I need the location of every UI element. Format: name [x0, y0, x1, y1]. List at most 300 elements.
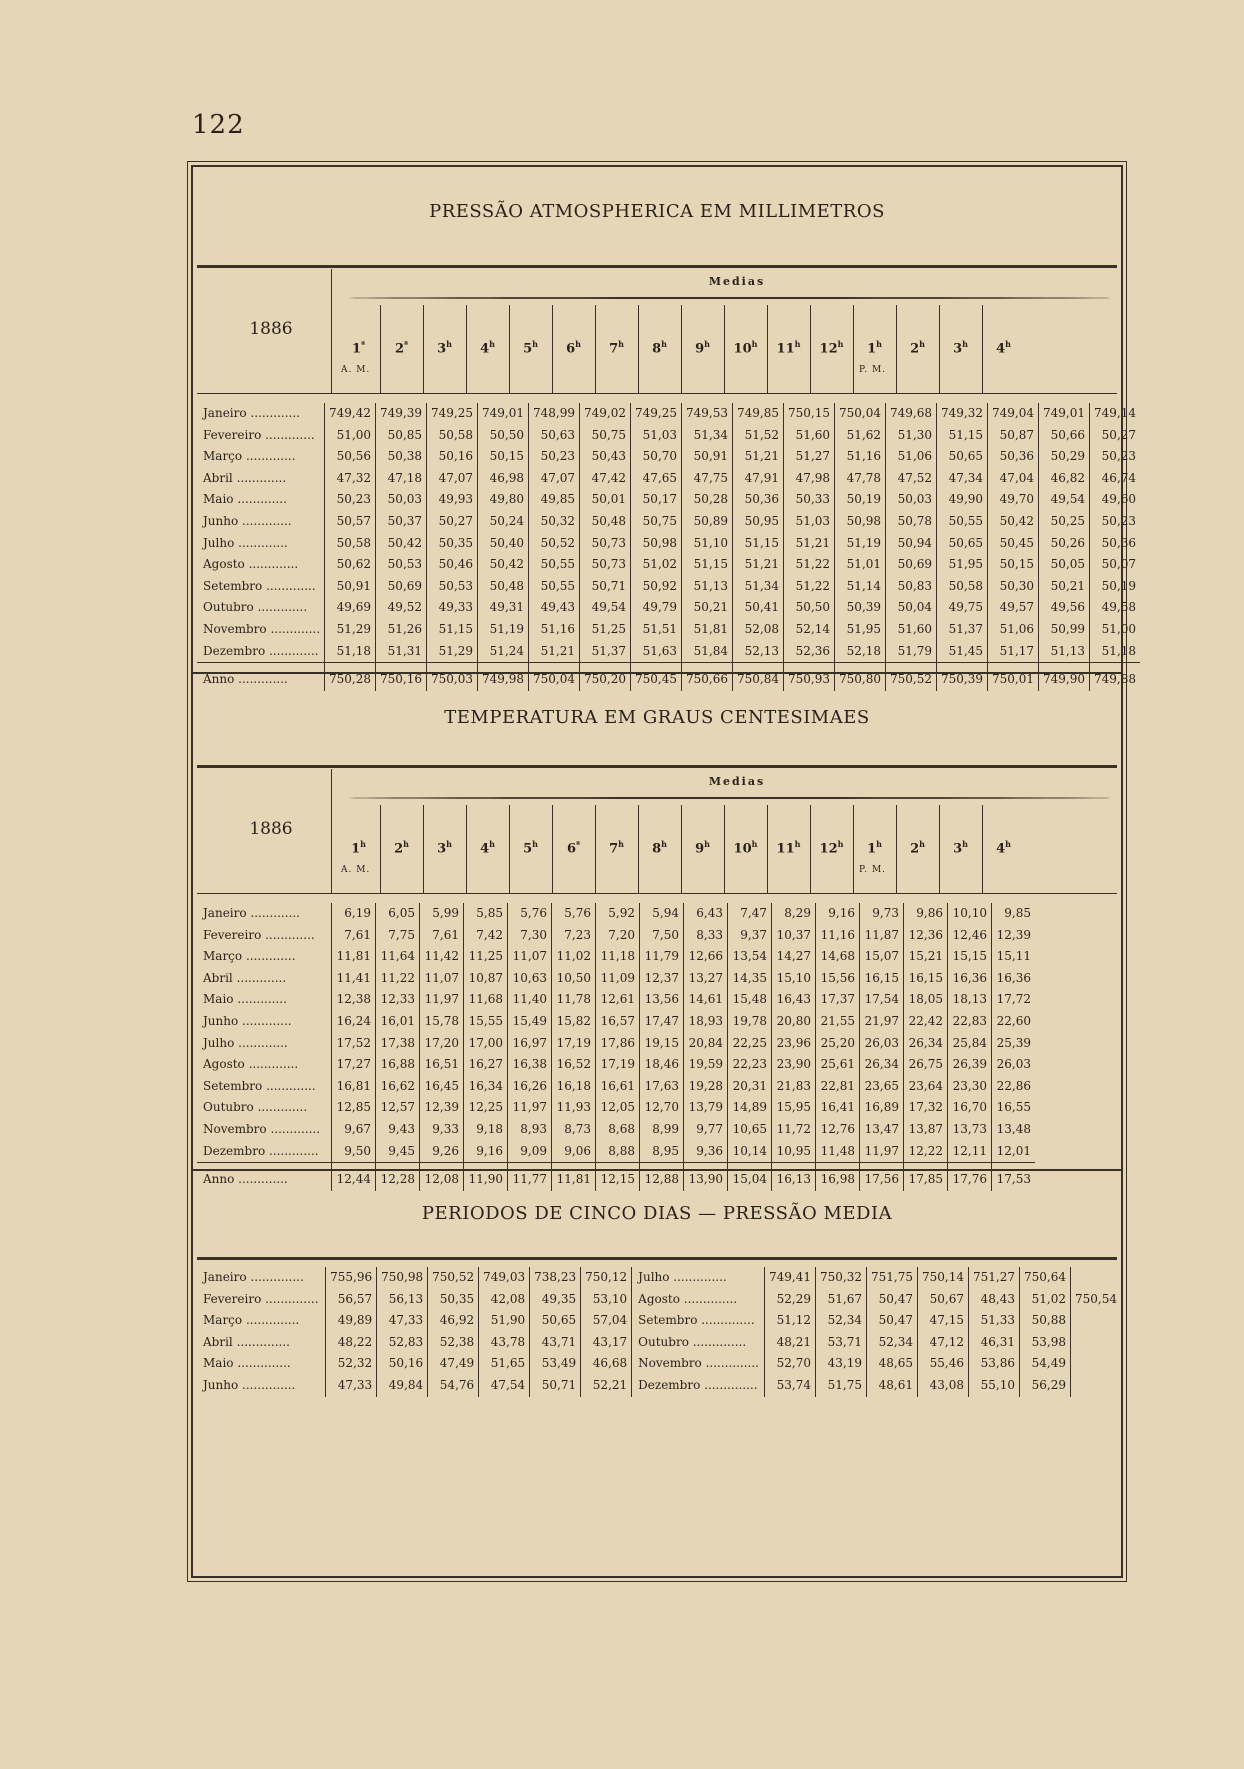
month-label: Agosto .............: [197, 1054, 332, 1076]
value-cell: 51,90: [479, 1310, 530, 1332]
hour-header: 7$^h$: [609, 339, 624, 357]
hour-header: 11$^h$: [776, 339, 801, 357]
value-cell: 15,10: [772, 968, 816, 990]
month-label: Janeiro ..............: [197, 1267, 326, 1289]
value-cell: 14,27: [772, 946, 816, 968]
value-cell: 50,38: [376, 446, 427, 468]
value-cell: 18,46: [640, 1054, 684, 1076]
value-cell: 51,21: [784, 533, 835, 555]
page-frame: [191, 165, 1137, 1578]
value-cell: 7,30: [508, 925, 552, 947]
value-cell: 17,47: [640, 1011, 684, 1033]
value-cell: 50,35: [427, 533, 478, 555]
value-cell: 50,91: [682, 446, 733, 468]
value-cell: 49,89: [326, 1310, 377, 1332]
value-cell: 12,39: [996, 927, 1031, 942]
hour-header: 10$^h$: [733, 839, 758, 857]
hour-header: 2$^h$: [910, 339, 925, 357]
value-cell: 750,84: [733, 663, 784, 691]
value-cell: 11,02: [552, 946, 596, 968]
value-cell: 25,39: [996, 1035, 1031, 1050]
column-divider: [638, 305, 639, 393]
value-cell: 14,68: [816, 946, 860, 968]
value-cell: 751,75: [866, 1267, 917, 1289]
value-cell: 47,65: [631, 468, 682, 490]
value-cell: 16,38: [508, 1054, 552, 1076]
page-number: 122: [192, 110, 245, 140]
month-label: Janeiro .............: [197, 903, 332, 925]
column-divider: [595, 305, 596, 393]
value-cell: 50,47: [866, 1310, 917, 1332]
value-cell: 11,68: [464, 989, 508, 1011]
value-cell: 750,52: [886, 663, 937, 691]
month-label: Maio .............: [197, 489, 325, 511]
column-divider: [767, 805, 768, 893]
periods-title: PERIODOS DE CINCO DIAS — PRESSÃO MEDIA: [421, 1203, 893, 1224]
value-cell: 50,42: [988, 511, 1039, 533]
column-divider: [331, 769, 332, 893]
value-cell: 51,03: [631, 425, 682, 447]
hour-header: $1^ª$: [352, 339, 365, 357]
value-cell: 50,19: [835, 489, 886, 511]
value-cell: 750,01: [988, 663, 1039, 691]
value-cell: 17,53: [996, 1172, 1031, 1187]
value-cell: 50,04: [886, 597, 937, 619]
hour-header: 7$^h$: [609, 839, 624, 857]
value-cell: 51,30: [886, 425, 937, 447]
value-cell: 50,30: [988, 576, 1039, 598]
value-cell: 50,66: [1039, 425, 1090, 447]
value-cell: 16,26: [508, 1076, 552, 1098]
value-cell: 749,98: [478, 663, 529, 691]
month-label: Março ..............: [197, 1310, 326, 1332]
value-cell: 50,57: [325, 511, 376, 533]
value-cell: 50,41: [733, 597, 784, 619]
value-cell: 50,71: [530, 1375, 581, 1397]
value-cell: 16,52: [552, 1054, 596, 1076]
hour-header: 10$^h$: [733, 339, 758, 357]
value-cell: 6,19: [332, 903, 376, 925]
value-cell: 11,79: [640, 946, 684, 968]
value-cell: 49,60: [1101, 492, 1137, 507]
column-divider: [331, 269, 332, 393]
column-divider: [509, 805, 510, 893]
value-cell: 51,95: [937, 554, 988, 576]
table-row: [197, 554, 1140, 576]
section-divider: [193, 672, 1121, 674]
value-cell: 11,72: [772, 1119, 816, 1141]
value-cell: 51,60: [784, 425, 835, 447]
value-cell: 9,73: [860, 903, 904, 925]
value-cell: 748,99: [529, 403, 580, 425]
value-cell: 750,03: [427, 663, 478, 691]
value-cell: 50,37: [376, 511, 427, 533]
value-cell: 47,91: [733, 468, 784, 490]
month-label: Julho ..............: [632, 1267, 765, 1289]
value-cell: 49,54: [580, 597, 631, 619]
value-cell: 47,15: [917, 1310, 968, 1332]
value-cell: 22,25: [728, 1033, 772, 1055]
value-cell: 21,83: [772, 1076, 816, 1098]
value-cell: 9,86: [904, 903, 948, 925]
hour-header: 1$^h$: [867, 339, 882, 357]
value-cell: 53,86: [968, 1353, 1019, 1375]
value-cell: 50,48: [478, 576, 529, 598]
value-cell: 50,69: [886, 554, 937, 576]
value-cell: 755,96: [326, 1267, 377, 1289]
hour-header: 1$^h$: [867, 839, 882, 857]
value-cell: 52,36: [784, 641, 835, 663]
value-cell: 14,61: [684, 989, 728, 1011]
value-cell: 16,61: [596, 1076, 640, 1098]
value-cell: 749,25: [631, 403, 682, 425]
value-cell: 50,46: [427, 554, 478, 576]
month-label: Novembro .............: [197, 1119, 332, 1141]
column-divider: [767, 305, 768, 393]
value-cell: 11,81: [552, 1163, 596, 1191]
value-cell: 50,58: [937, 576, 988, 598]
table-row: [197, 619, 1140, 641]
value-cell: 16,62: [376, 1076, 420, 1098]
value-cell: 7,20: [596, 925, 640, 947]
value-cell: 51,16: [835, 446, 886, 468]
value-cell: 51,34: [733, 576, 784, 598]
table-row: [197, 446, 1140, 468]
am-label: A. M.: [341, 365, 371, 375]
value-cell: 50,50: [478, 425, 529, 447]
value-cell: 19,15: [640, 1033, 684, 1055]
value-cell: 9,37: [728, 925, 772, 947]
value-cell: 51,37: [937, 619, 988, 641]
value-cell: 750,04: [529, 663, 580, 691]
value-cell: 50,23: [529, 446, 580, 468]
value-cell: 16,45: [420, 1076, 464, 1098]
value-cell: 51,67: [815, 1289, 866, 1311]
value-cell: 12,08: [420, 1163, 464, 1191]
value-cell: 47,52: [886, 468, 937, 490]
table-row: [197, 903, 1035, 925]
value-cell: 750,16: [376, 663, 427, 691]
table-row: [197, 1097, 1035, 1119]
value-cell: 50,17: [631, 489, 682, 511]
table-row: [197, 489, 1140, 511]
value-cell: 7,42: [464, 925, 508, 947]
value-cell: 51,21: [529, 641, 580, 663]
value-cell: 47,07: [427, 468, 478, 490]
divider: [197, 893, 1117, 894]
value-cell: 12,05: [596, 1097, 640, 1119]
hour-header: 5$^h$: [523, 839, 538, 857]
table-row: [197, 641, 1140, 663]
value-cell: 12,11: [948, 1141, 992, 1163]
value-cell: 50,73: [580, 554, 631, 576]
value-cell: 50,94: [886, 533, 937, 555]
month-label: Novembro ..............: [632, 1353, 765, 1375]
table-row: [197, 1310, 1121, 1332]
value-cell: 16,34: [464, 1076, 508, 1098]
value-cell: 749,14: [1094, 406, 1137, 420]
column-divider: [939, 805, 940, 893]
value-cell: 47,07: [529, 468, 580, 490]
value-cell: 50,43: [580, 446, 631, 468]
value-cell: 15,11: [996, 949, 1031, 964]
value-cell: 11,41: [332, 968, 376, 990]
table-row: [197, 1375, 1121, 1397]
value-cell: 51,63: [631, 641, 682, 663]
value-cell: 12,36: [904, 925, 948, 947]
empty-cell: [1070, 1310, 1121, 1332]
value-cell: 16,70: [948, 1097, 992, 1119]
value-cell: 9,45: [376, 1141, 420, 1163]
value-cell: 11,97: [420, 989, 464, 1011]
value-cell: 50,45: [988, 533, 1039, 555]
value-cell: 48,61: [866, 1375, 917, 1397]
value-cell: 750,98: [377, 1267, 428, 1289]
value-cell: 9,06: [552, 1141, 596, 1163]
hour-header: 12$^h$: [819, 339, 844, 357]
table-row: [197, 1289, 1121, 1311]
column-divider: [595, 805, 596, 893]
value-cell: 51,19: [835, 533, 886, 555]
column-divider: [681, 305, 682, 393]
value-cell: 50,42: [478, 554, 529, 576]
value-cell: 750,93: [784, 663, 835, 691]
value-cell: 13,79: [684, 1097, 728, 1119]
hour-header: 1$^h$: [351, 839, 366, 857]
value-cell: 22,60: [996, 1013, 1031, 1028]
value-cell: 750,52: [428, 1267, 479, 1289]
value-cell: 5,94: [640, 903, 684, 925]
table-row: [197, 425, 1140, 447]
value-cell: 52,13: [733, 641, 784, 663]
value-cell: 51,14: [835, 576, 886, 598]
value-cell: 50,95: [733, 511, 784, 533]
empty-cell: [1070, 1375, 1121, 1397]
value-cell: 53,71: [815, 1332, 866, 1354]
value-cell: 11,42: [420, 946, 464, 968]
value-cell: 47,78: [835, 468, 886, 490]
value-cell: 50,36: [733, 489, 784, 511]
value-cell: 16,98: [816, 1163, 860, 1191]
value-cell: 18,13: [948, 989, 992, 1011]
value-cell: 51,45: [937, 641, 988, 663]
table-row: [197, 1332, 1121, 1354]
value-cell: 46,92: [428, 1310, 479, 1332]
value-cell: 11,09: [596, 968, 640, 990]
value-cell: 50,15: [478, 446, 529, 468]
hour-header: 3$^h$: [437, 339, 452, 357]
value-cell: 15,49: [508, 1011, 552, 1033]
value-cell: 51,62: [835, 425, 886, 447]
value-cell: 5,76: [552, 903, 596, 925]
value-cell: 50,92: [631, 576, 682, 598]
value-cell: 49,93: [427, 489, 478, 511]
value-cell: 51,02: [1019, 1289, 1070, 1311]
value-cell: 50,63: [529, 425, 580, 447]
value-cell: 50,55: [937, 511, 988, 533]
value-cell: 12,66: [684, 946, 728, 968]
value-cell: 51,18: [325, 641, 376, 663]
value-cell: 16,01: [376, 1011, 420, 1033]
hour-header: 6$^h$: [566, 339, 581, 357]
value-cell: 51,15: [427, 619, 478, 641]
value-cell: 50,88: [1019, 1310, 1070, 1332]
value-cell: 48,21: [764, 1332, 815, 1354]
pm-label: P. M.: [859, 865, 887, 875]
value-cell: 56,57: [326, 1289, 377, 1311]
table-row: [197, 1163, 1035, 1191]
value-cell: 17,86: [596, 1033, 640, 1055]
value-cell: 49,33: [427, 597, 478, 619]
column-divider: [982, 305, 983, 393]
value-cell: 50,16: [427, 446, 478, 468]
value-cell: 15,04: [728, 1163, 772, 1191]
value-cell: 17,38: [376, 1033, 420, 1055]
value-cell: 750,39: [937, 663, 988, 691]
value-cell: 13,87: [904, 1119, 948, 1141]
value-cell: 11,93: [552, 1097, 596, 1119]
value-cell: 749,32: [937, 403, 988, 425]
value-cell: 17,20: [420, 1033, 464, 1055]
month-label: Setembro .............: [197, 1076, 332, 1098]
value-cell: 749,90: [1039, 663, 1090, 691]
value-cell: 26,39: [948, 1054, 992, 1076]
value-cell: 51,19: [478, 619, 529, 641]
table-row: [197, 989, 1035, 1011]
value-cell: 50,07: [1101, 557, 1137, 572]
value-cell: 12,61: [596, 989, 640, 1011]
value-cell: 52,21: [581, 1375, 632, 1397]
value-cell: 17,52: [332, 1033, 376, 1055]
table-row: [197, 576, 1140, 598]
month-label: Dezembro ..............: [632, 1375, 765, 1397]
value-cell: 16,15: [860, 968, 904, 990]
table-row: [197, 533, 1140, 555]
month-label: Novembro .............: [197, 619, 325, 641]
value-cell: 25,20: [816, 1033, 860, 1055]
value-cell: 50,15: [988, 554, 1039, 576]
value-cell: 26,03: [996, 1057, 1031, 1072]
value-cell: 50,25: [1039, 511, 1090, 533]
value-cell: 47,12: [917, 1332, 968, 1354]
value-cell: 51,60: [886, 619, 937, 641]
value-cell: 10,95: [772, 1141, 816, 1163]
value-cell: 50,53: [376, 554, 427, 576]
hour-header: 3$^h$: [437, 839, 452, 857]
value-cell: 50,55: [529, 576, 580, 598]
value-cell: 49,52: [376, 597, 427, 619]
value-cell: 49,90: [937, 489, 988, 511]
value-cell: 47,42: [580, 468, 631, 490]
column-divider: [552, 805, 553, 893]
value-cell: 51,51: [631, 619, 682, 641]
value-cell: 52,18: [835, 641, 886, 663]
value-cell: 47,54: [479, 1375, 530, 1397]
value-cell: 17,56: [860, 1163, 904, 1191]
value-cell: 749,85: [733, 403, 784, 425]
value-cell: 12,70: [640, 1097, 684, 1119]
month-label: Anno .............: [197, 1163, 332, 1191]
value-cell: 9,18: [464, 1119, 508, 1141]
value-cell: 50,24: [478, 511, 529, 533]
value-cell: 53,49: [530, 1353, 581, 1375]
value-cell: 51,29: [427, 641, 478, 663]
value-cell: 52,38: [428, 1332, 479, 1354]
value-cell: 16,15: [904, 968, 948, 990]
value-cell: 49,70: [988, 489, 1039, 511]
value-cell: 25,84: [948, 1033, 992, 1055]
value-cell: 50,48: [580, 511, 631, 533]
value-cell: 7,23: [552, 925, 596, 947]
value-cell: 21,97: [860, 1011, 904, 1033]
value-cell: 51,18: [1101, 643, 1137, 658]
value-cell: 51,24: [478, 641, 529, 663]
value-cell: 16,89: [860, 1097, 904, 1119]
value-cell: 46,68: [581, 1353, 632, 1375]
value-cell: 22,86: [996, 1078, 1031, 1093]
value-cell: 50,65: [530, 1310, 581, 1332]
value-cell: 51,00: [1101, 621, 1137, 636]
value-cell: 11,87: [860, 925, 904, 947]
value-cell: 50,35: [428, 1289, 479, 1311]
value-cell: 51,37: [580, 641, 631, 663]
value-cell: 52,14: [784, 619, 835, 641]
value-cell: 750,32: [815, 1267, 866, 1289]
value-cell: 50,26: [1039, 533, 1090, 555]
column-divider: [724, 305, 725, 393]
value-cell: 50,03: [886, 489, 937, 511]
month-label: Fevereiro ..............: [197, 1289, 326, 1311]
value-cell: 750,28: [325, 663, 376, 691]
value-cell: 51,21: [733, 554, 784, 576]
value-cell: 20,84: [684, 1033, 728, 1055]
value-cell: 51,13: [1039, 641, 1090, 663]
value-cell: 43,17: [581, 1332, 632, 1354]
month-label: Outubro ..............: [632, 1332, 765, 1354]
value-cell: 51,27: [784, 446, 835, 468]
value-cell: 16,24: [332, 1011, 376, 1033]
column-divider: [896, 305, 897, 393]
value-cell: 47,34: [937, 468, 988, 490]
value-cell: 11,64: [376, 946, 420, 968]
value-cell: 15,95: [772, 1097, 816, 1119]
value-cell: 15,21: [904, 946, 948, 968]
value-cell: 51,79: [886, 641, 937, 663]
value-cell: 51,84: [682, 641, 733, 663]
month-label: Outubro .............: [197, 597, 325, 619]
value-cell: 11,18: [596, 946, 640, 968]
value-cell: 9,36: [684, 1141, 728, 1163]
column-divider: [853, 805, 854, 893]
column-divider: [466, 305, 467, 393]
value-cell: 12,33: [376, 989, 420, 1011]
value-cell: 17,85: [904, 1163, 948, 1191]
value-cell: 22,81: [816, 1076, 860, 1098]
value-cell: 42,08: [479, 1289, 530, 1311]
value-cell: 53,74: [764, 1375, 815, 1397]
value-cell: 8,93: [508, 1119, 552, 1141]
hour-header: 11$^h$: [776, 839, 801, 857]
value-cell: 10,14: [728, 1141, 772, 1163]
value-cell: 9,16: [816, 903, 860, 925]
column-divider: [638, 805, 639, 893]
value-cell: 47,18: [376, 468, 427, 490]
value-cell: 8,99: [640, 1119, 684, 1141]
value-cell: 50,23: [325, 489, 376, 511]
value-cell: 11,77: [508, 1163, 552, 1191]
value-cell: 738,23: [530, 1267, 581, 1289]
value-cell: 51,22: [784, 554, 835, 576]
